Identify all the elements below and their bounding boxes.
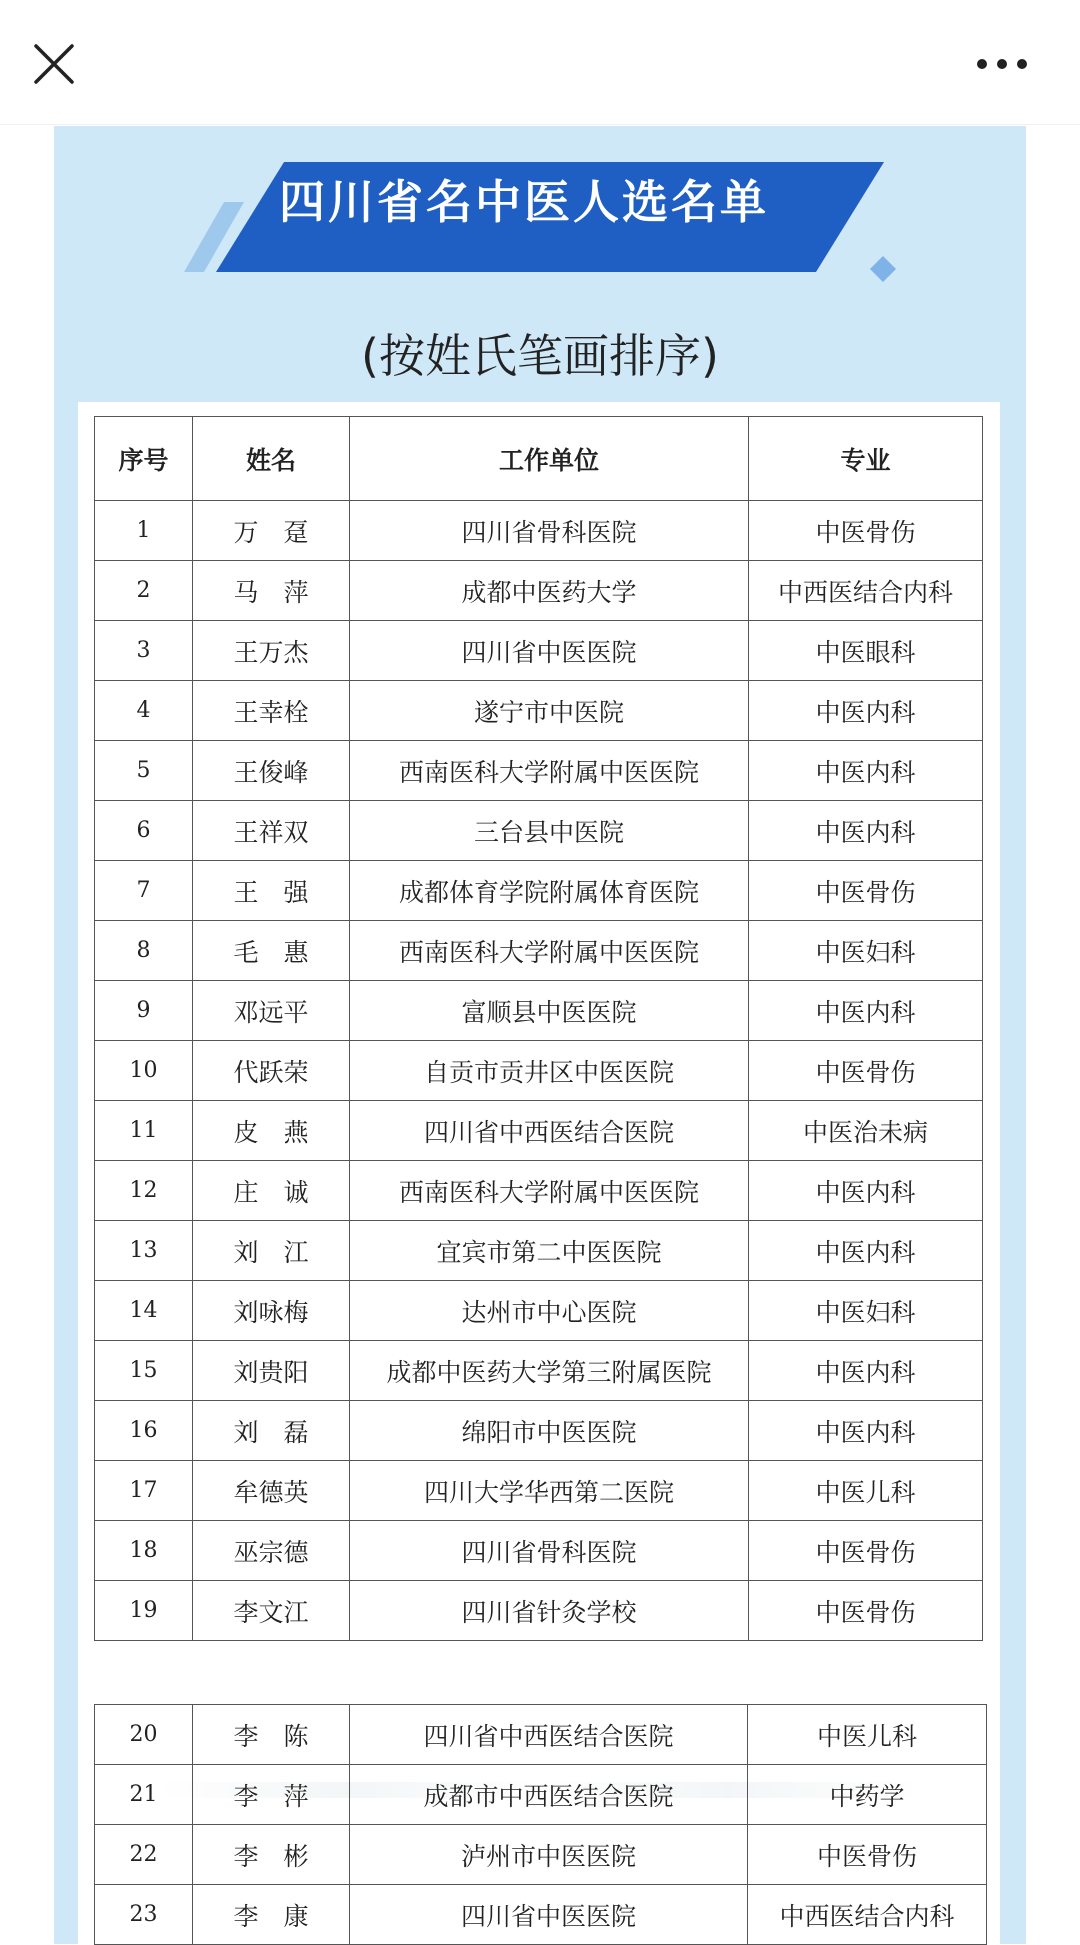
candidate-table-continued xyxy=(94,1704,987,1945)
cell-name: 王万杰 xyxy=(193,621,350,681)
cell-workplace: 绵阳市中医医院 xyxy=(350,1401,749,1461)
cell-specialty: 中医妇科 xyxy=(749,921,983,981)
cell-specialty: 中医儿科 xyxy=(749,1461,983,1521)
cell-index: 1 xyxy=(95,501,193,561)
cell-index: 21 xyxy=(95,1765,193,1825)
table-row xyxy=(95,1281,983,1341)
cell-name: 王俊峰 xyxy=(193,741,350,801)
cell-specialty: 中医骨伤 xyxy=(749,861,983,921)
cell-workplace: 西南医科大学附属中医医院 xyxy=(350,741,749,801)
cell-specialty: 中医内科 xyxy=(749,801,983,861)
cell-index: 15 xyxy=(95,1341,193,1401)
cell-name: 庄 诚 xyxy=(193,1161,350,1221)
close-icon xyxy=(30,40,78,88)
cell-workplace: 三台县中医院 xyxy=(350,801,749,861)
cell-specialty: 中医内科 xyxy=(749,1341,983,1401)
table-row xyxy=(95,1461,983,1521)
candidate-table xyxy=(94,416,983,1641)
cell-name: 李 陈 xyxy=(193,1705,350,1765)
table-row xyxy=(95,561,983,621)
cell-workplace: 遂宁市中医院 xyxy=(350,681,749,741)
cell-name: 王 强 xyxy=(193,861,350,921)
table-row xyxy=(95,1581,983,1641)
cell-index: 18 xyxy=(95,1521,193,1581)
page-subtitle: (按姓氏笔画排序) xyxy=(361,329,719,383)
header-workplace: 工作单位 xyxy=(350,417,749,501)
cell-workplace: 西南医科大学附属中医医院 xyxy=(350,921,749,981)
cell-index: 6 xyxy=(95,801,193,861)
cell-name: 李 康 xyxy=(193,1885,350,1945)
more-horizontal-icon xyxy=(972,40,1032,88)
cell-name: 刘 磊 xyxy=(193,1401,350,1461)
cell-workplace: 西南医科大学附属中医医院 xyxy=(350,1161,749,1221)
cell-name: 刘咏梅 xyxy=(193,1281,350,1341)
table-row xyxy=(95,741,983,801)
cell-workplace: 成都中医药大学第三附属医院 xyxy=(350,1341,749,1401)
cell-name: 李 萍 xyxy=(193,1765,350,1825)
more-options-button[interactable] xyxy=(972,40,1032,88)
cell-workplace: 宜宾市第二中医医院 xyxy=(350,1221,749,1281)
cell-specialty: 中医内科 xyxy=(749,981,983,1041)
cell-specialty: 中医内科 xyxy=(749,1401,983,1461)
top-bar xyxy=(0,0,1080,125)
cell-specialty: 中西医结合内科 xyxy=(749,561,983,621)
table-row xyxy=(95,1705,987,1765)
cell-specialty: 中医内科 xyxy=(749,741,983,801)
cell-specialty: 中医骨伤 xyxy=(749,1041,983,1101)
cell-index: 19 xyxy=(95,1581,193,1641)
cell-workplace: 四川省骨科医院 xyxy=(350,1521,749,1581)
cell-specialty: 中医妇科 xyxy=(749,1281,983,1341)
cell-name: 李 彬 xyxy=(193,1825,350,1885)
cell-workplace: 泸州市中医医院 xyxy=(350,1825,748,1885)
cell-specialty: 中医内科 xyxy=(749,1161,983,1221)
table-row xyxy=(95,681,983,741)
cell-index: 4 xyxy=(95,681,193,741)
cell-specialty: 中医内科 xyxy=(749,681,983,741)
cell-specialty: 中医骨伤 xyxy=(748,1825,987,1885)
cell-name: 皮 燕 xyxy=(193,1101,350,1161)
cell-specialty: 中医骨伤 xyxy=(749,501,983,561)
cell-workplace: 成都体育学院附属体育医院 xyxy=(350,861,749,921)
cell-index: 12 xyxy=(95,1161,193,1221)
header-specialty: 专业 xyxy=(749,417,983,501)
cell-workplace: 成都中医药大学 xyxy=(350,561,749,621)
poster xyxy=(54,126,1026,1944)
table-header-row xyxy=(95,417,983,501)
table-row xyxy=(95,1825,987,1885)
cell-index: 20 xyxy=(95,1705,193,1765)
table-row xyxy=(95,1765,987,1825)
table-row xyxy=(95,981,983,1041)
cell-workplace: 四川省骨科医院 xyxy=(350,501,749,561)
cell-specialty: 中医儿科 xyxy=(748,1705,987,1765)
cell-workplace: 四川省针灸学校 xyxy=(350,1581,749,1641)
cell-name: 牟德英 xyxy=(193,1461,350,1521)
cell-index: 11 xyxy=(95,1101,193,1161)
cell-name: 万 趸 xyxy=(193,501,350,561)
cell-workplace: 自贡市贡井区中医医院 xyxy=(350,1041,749,1101)
cell-index: 5 xyxy=(95,741,193,801)
cell-index: 23 xyxy=(95,1885,193,1945)
diamond-icon xyxy=(868,254,898,284)
cell-specialty: 中药学 xyxy=(748,1765,987,1825)
close-button[interactable] xyxy=(30,40,78,88)
table-row xyxy=(95,1101,983,1161)
page-title: 四川省名中医人选名单 xyxy=(279,175,769,229)
header-index: 序号 xyxy=(95,417,193,501)
table-row xyxy=(95,921,983,981)
cell-index: 14 xyxy=(95,1281,193,1341)
cell-index: 3 xyxy=(95,621,193,681)
table-row xyxy=(95,1221,983,1281)
cell-index: 10 xyxy=(95,1041,193,1101)
cell-name: 巫宗德 xyxy=(193,1521,350,1581)
cell-index: 8 xyxy=(95,921,193,981)
cell-index: 2 xyxy=(95,561,193,621)
cell-workplace: 富顺县中医医院 xyxy=(350,981,749,1041)
cell-specialty: 中医骨伤 xyxy=(749,1581,983,1641)
cell-workplace: 四川省中西医结合医院 xyxy=(350,1101,749,1161)
table-row xyxy=(95,1521,983,1581)
cell-specialty: 中医骨伤 xyxy=(749,1521,983,1581)
cell-index: 22 xyxy=(95,1825,193,1885)
cell-workplace: 四川省中医医院 xyxy=(350,621,749,681)
cell-name: 刘贵阳 xyxy=(193,1341,350,1401)
table-row xyxy=(95,621,983,681)
cell-workplace: 四川大学华西第二医院 xyxy=(350,1461,749,1521)
table-row xyxy=(95,1341,983,1401)
cell-workplace: 四川省中医医院 xyxy=(350,1885,748,1945)
cell-name: 毛 惠 xyxy=(193,921,350,981)
cell-specialty: 中医治未病 xyxy=(749,1101,983,1161)
cell-index: 16 xyxy=(95,1401,193,1461)
cell-specialty: 中医眼科 xyxy=(749,621,983,681)
cell-name: 王祥双 xyxy=(193,801,350,861)
cell-index: 7 xyxy=(95,861,193,921)
table-row xyxy=(95,1041,983,1101)
cell-index: 9 xyxy=(95,981,193,1041)
list-sheet xyxy=(78,402,1000,1944)
cell-workplace: 达州市中心医院 xyxy=(350,1281,749,1341)
cell-name: 王幸栓 xyxy=(193,681,350,741)
table-row xyxy=(95,1885,987,1945)
cell-name: 马 萍 xyxy=(193,561,350,621)
cell-workplace: 成都市中西医结合医院 xyxy=(350,1765,748,1825)
table-row xyxy=(95,1401,983,1461)
cell-name: 刘 江 xyxy=(193,1221,350,1281)
table-row xyxy=(95,861,983,921)
cell-name: 代跃荣 xyxy=(193,1041,350,1101)
header-name: 姓名 xyxy=(193,417,350,501)
cell-specialty: 中医内科 xyxy=(749,1221,983,1281)
cell-specialty: 中西医结合内科 xyxy=(748,1885,987,1945)
cell-index: 17 xyxy=(95,1461,193,1521)
cell-index: 13 xyxy=(95,1221,193,1281)
cell-name: 邓远平 xyxy=(193,981,350,1041)
cell-workplace: 四川省中西医结合医院 xyxy=(350,1705,748,1765)
table-row xyxy=(95,801,983,861)
table-row xyxy=(95,1161,983,1221)
cell-name: 李文江 xyxy=(193,1581,350,1641)
table-row xyxy=(95,501,983,561)
